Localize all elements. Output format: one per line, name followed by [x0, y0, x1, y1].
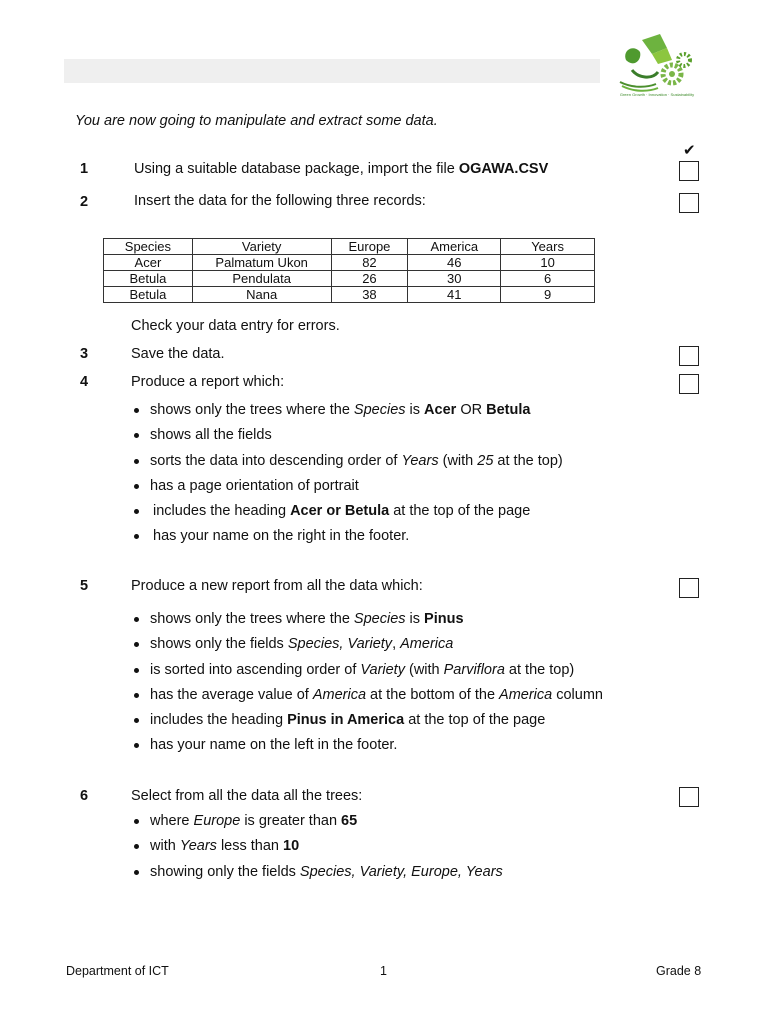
- footer-department: Department of ICT: [66, 964, 169, 978]
- table-header-cell: Variety: [192, 239, 331, 255]
- table-header-cell: America: [408, 239, 501, 255]
- bullet-text-segment: Acer: [424, 402, 457, 418]
- q2-number: 2: [80, 194, 89, 210]
- table-cell: Pendulata: [192, 271, 331, 287]
- bullet-text-segment: 10: [283, 838, 300, 855]
- bullet-item: [131, 427, 563, 452]
- bullet-item: [131, 402, 563, 427]
- table-header-cell: Species: [104, 239, 193, 255]
- q5-number: 5: [80, 578, 89, 594]
- bullet-text-segment: shows all the fields: [150, 427, 272, 444]
- q2-text: Insert the data for the following three records:: [134, 193, 426, 209]
- bullet-text-segment: column: [552, 686, 603, 703]
- q6-checkbox[interactable]: [679, 787, 699, 807]
- bullet-text-segment: OR: [456, 402, 487, 418]
- bullet-text-segment: includes the heading: [150, 712, 288, 729]
- bullet-text-segment: Acer or Betula: [290, 503, 390, 520]
- bullet-item: [131, 636, 603, 661]
- bullet-text-segment: ,: [392, 636, 401, 653]
- q4-checkbox[interactable]: [679, 374, 699, 394]
- bullet-text-segment: at the top): [493, 452, 563, 469]
- bullet-item: [131, 712, 603, 737]
- table-row: [104, 255, 595, 271]
- table-cell: 41: [408, 287, 501, 303]
- bullet-text-segment: at the top): [504, 661, 575, 678]
- bullet-text-segment: Parviflora: [443, 661, 505, 678]
- q3-text: Save the data.: [131, 346, 225, 362]
- q1-number: 1: [80, 161, 89, 177]
- bullet-text-segment: Species, Variety, Europe, Years: [299, 863, 503, 880]
- bullet-item: [131, 838, 503, 863]
- bullet-text-segment: is: [405, 611, 425, 627]
- table-cell: Nana: [192, 287, 331, 303]
- bullet-text-segment: (with: [404, 661, 444, 678]
- table-header-cell: Years: [501, 239, 595, 255]
- q1-text-part: Using a suitable database package, import the file: [134, 161, 459, 177]
- bullet-text-segment: sorts the data into descending order of: [150, 452, 402, 469]
- q6-number: 6: [80, 788, 89, 804]
- q1-filename: OGAWA.CSV: [458, 161, 549, 177]
- header-bar: [64, 59, 600, 83]
- bullet-text-segment: (with: [438, 452, 478, 469]
- q4-text: Produce a report which:: [131, 374, 285, 390]
- bullet-text-segment: less than: [216, 838, 284, 855]
- footer-grade: Grade 8: [656, 964, 702, 978]
- check-entry-text: Check your data entry for errors.: [131, 318, 340, 334]
- intro-text: You are now going to manipulate and extract some data.: [75, 113, 438, 129]
- bullet-text-segment: is: [405, 402, 425, 418]
- bullet-text-segment: with: [150, 838, 180, 855]
- bullet-text-segment: Years: [179, 838, 217, 855]
- q4-bullet-list: [131, 402, 563, 554]
- bullet-text-segment: 25: [477, 452, 494, 469]
- bullet-item: [131, 528, 563, 553]
- q3-checkbox[interactable]: [679, 346, 699, 366]
- table-cell: 46: [408, 255, 501, 271]
- q5-bullet-list: [131, 611, 603, 763]
- bullet-text-segment: Europe: [193, 813, 241, 829]
- table-cell: Betula: [104, 287, 193, 303]
- table-cell: 6: [501, 271, 595, 287]
- table-cell: Betula: [104, 271, 193, 287]
- bullet-text-segment: Pinus: [424, 611, 464, 627]
- bullet-item: [131, 453, 563, 478]
- bullet-item: [131, 662, 603, 687]
- bullet-text-segment: has the average value of: [150, 686, 313, 703]
- table-header-cell: Europe: [331, 239, 408, 255]
- bullet-text-segment: Years: [401, 452, 439, 469]
- bullet-text-segment: Pinus in America: [287, 712, 405, 729]
- table-row: [104, 287, 595, 303]
- table-cell: 26: [331, 271, 408, 287]
- table-cell: Acer: [104, 255, 193, 271]
- bullet-item: [131, 687, 603, 712]
- recycle-gears-logo-icon: [612, 30, 702, 110]
- bullet-text-segment: has your name on the left in the footer.: [150, 737, 398, 754]
- bullet-item: [131, 503, 563, 528]
- bullet-text-segment: 65: [341, 813, 358, 829]
- q3-number: 3: [80, 346, 89, 362]
- tick-mark-icon: ✔: [683, 141, 696, 159]
- table-header-row: [104, 239, 595, 255]
- table-row: [104, 271, 595, 287]
- bullet-text-segment: shows only the trees where the: [150, 611, 354, 627]
- table-cell: 10: [501, 255, 595, 271]
- table-cell: Palmatum Ukon: [192, 255, 331, 271]
- bullet-text-segment: at the top of the page: [389, 503, 531, 520]
- bullet-text-segment: America: [312, 686, 367, 703]
- table-cell: 9: [501, 287, 595, 303]
- bullet-text-segment: has a page orientation of portrait: [150, 477, 359, 494]
- table-cell: 30: [408, 271, 501, 287]
- bullet-text-segment: Variety: [360, 661, 405, 678]
- bullet-item: [131, 813, 503, 838]
- footer-page-number: 1: [380, 964, 387, 978]
- q1-checkbox[interactable]: [679, 161, 699, 181]
- bullet-text-segment: is greater than: [240, 813, 342, 829]
- bullet-text-segment: Betula: [486, 402, 531, 418]
- q6-bullet-list: [131, 813, 503, 889]
- table-cell: 82: [331, 255, 408, 271]
- bullet-text-segment: Species: [353, 402, 406, 418]
- bullet-text-segment: has your name on the right in the footer.: [153, 528, 410, 545]
- q6-text: Select from all the data all the trees:: [131, 788, 363, 804]
- q5-checkbox[interactable]: [679, 578, 699, 598]
- bullet-text-segment: at the top of the page: [404, 712, 546, 729]
- bullet-item: [131, 478, 563, 503]
- bullet-text-segment: at the bottom of the: [366, 686, 500, 703]
- q1-text: [134, 161, 548, 177]
- bullet-item: [131, 611, 603, 636]
- q4-number: 4: [80, 374, 89, 390]
- bullet-text-segment: shows only the fields: [150, 636, 288, 653]
- bullet-text-segment: America: [400, 636, 454, 653]
- logo-caption: Green Growth · Innovation · Sustainability: [619, 92, 695, 97]
- bullet-text-segment: shows only the trees where the: [150, 402, 354, 418]
- bullet-item: [131, 737, 603, 762]
- bullet-text-segment: is sorted into ascending order of: [150, 661, 361, 678]
- bullet-text-segment: showing only the fields: [150, 863, 300, 880]
- bullet-text-segment: Species, Variety: [287, 636, 393, 653]
- table-cell: 38: [331, 287, 408, 303]
- q5-text: Produce a new report from all the data which:: [131, 578, 423, 594]
- bullet-text-segment: where: [150, 813, 194, 829]
- records-table: [103, 238, 595, 303]
- q2-checkbox[interactable]: [679, 193, 699, 213]
- bullet-text-segment: America: [499, 686, 553, 703]
- bullet-text-segment: Species: [353, 611, 406, 627]
- bullet-text-segment: includes the heading: [153, 503, 291, 520]
- bullet-item: [131, 864, 503, 889]
